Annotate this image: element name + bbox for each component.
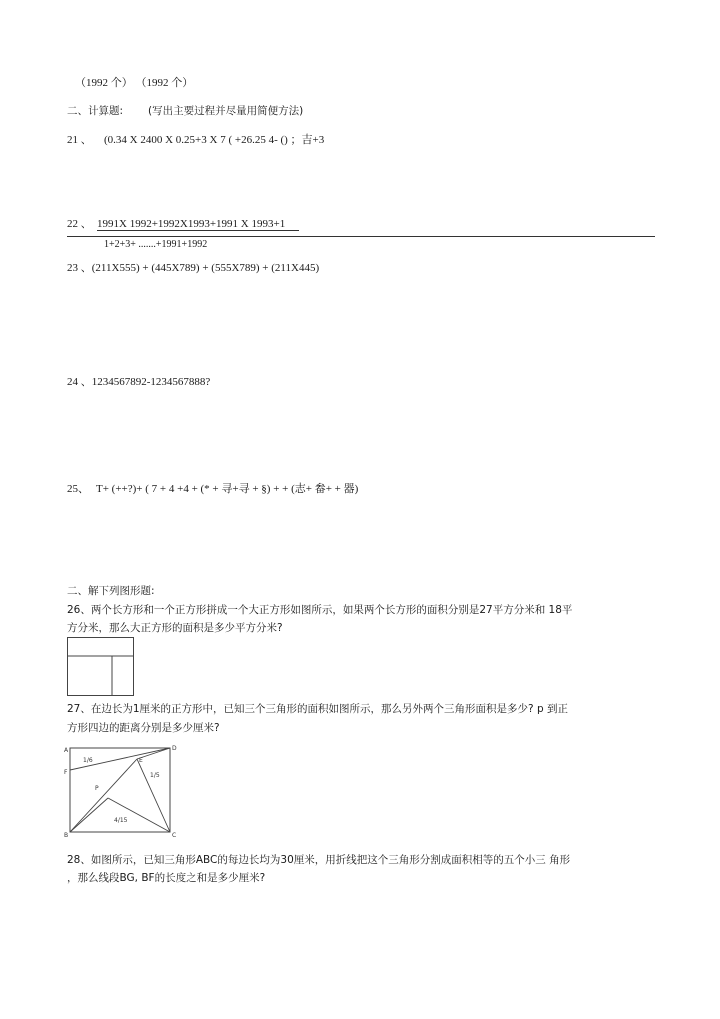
vertex-label-F: F (64, 769, 68, 776)
q28-line2: ，那么线段BG, BF的长度之和是多少厘米? (67, 872, 266, 884)
vertex-label-A: A (64, 747, 69, 754)
segment-EC (137, 759, 170, 832)
segment-PB (70, 798, 108, 832)
q27-line2: 方形四边的距离分别是多少厘米? (67, 722, 220, 734)
q23-text: 23 、(211X555) + (445X789) + (555X789) + (211X445) (67, 262, 320, 274)
section2-note: (写出主要过程并尽量用简便方法) (148, 105, 304, 117)
q22-numerator: 1991X 1992+1992X1993+1991 X 1993+1 (97, 218, 286, 230)
q26-line1: 26、两个长方形和一个正方形拼成一个大正方形如图所示，如果两个长方形的面积分别是27平方分米和 18平 (67, 604, 573, 616)
section3-heading: 二、解下列图形题: (67, 585, 155, 597)
area-label-1-5: 1/5 (150, 772, 160, 779)
area-label-1-6: 1/6 (83, 757, 93, 764)
segment-PC (108, 798, 170, 832)
big-square (68, 638, 134, 696)
section2-heading: 二、计算题: (67, 105, 124, 117)
vertex-label-D: D (172, 745, 177, 752)
q26-line2: 方分米，那么大正方形的面积是多少平方分米? (67, 622, 283, 634)
q22-underline (97, 230, 299, 231)
q28-line1: 28、如图所示，已知三角形ABC的每边长均为30厘米，用折线把这个三角形分割成面积相等的五个小三 角形 (67, 854, 571, 866)
top-answers: （1992 个） （1992 个） (75, 77, 194, 89)
vertex-label-C: C (172, 832, 177, 839)
vertex-label-P: P (95, 785, 99, 792)
vertex-label-B: B (64, 832, 69, 839)
q27-line1: 27、在边长为1厘米的正方形中，已知三个三角形的面积如图所示，那么另外两个三角形面积是多少? p 到正 (67, 703, 568, 715)
q22-number: 22 、 (67, 218, 92, 230)
q21-expression: (0.34 X 2400 X 0.25+3 X 7 ( +26.25 4- () ；吉+3 (104, 134, 325, 146)
q24-text: 24 、1234567892-1234567888? (67, 376, 211, 388)
q22-denominator: 1+2+3+ .......+1991+1992 (104, 239, 208, 250)
q25-number: 25、 (67, 483, 89, 495)
q26-figure (67, 637, 135, 697)
q25-expression: T+ (++?)+ ( 7 + 4 +4 + (* + 寻+寻 + §) + + (志+ 畚+ + 器) (96, 483, 359, 495)
area-label-4-15: 4/15 (114, 817, 128, 824)
vertex-label-E: E (139, 757, 143, 764)
q21-number: 21 、 (67, 134, 92, 146)
q22-fraction-bar (67, 236, 655, 237)
q27-figure (64, 744, 178, 838)
